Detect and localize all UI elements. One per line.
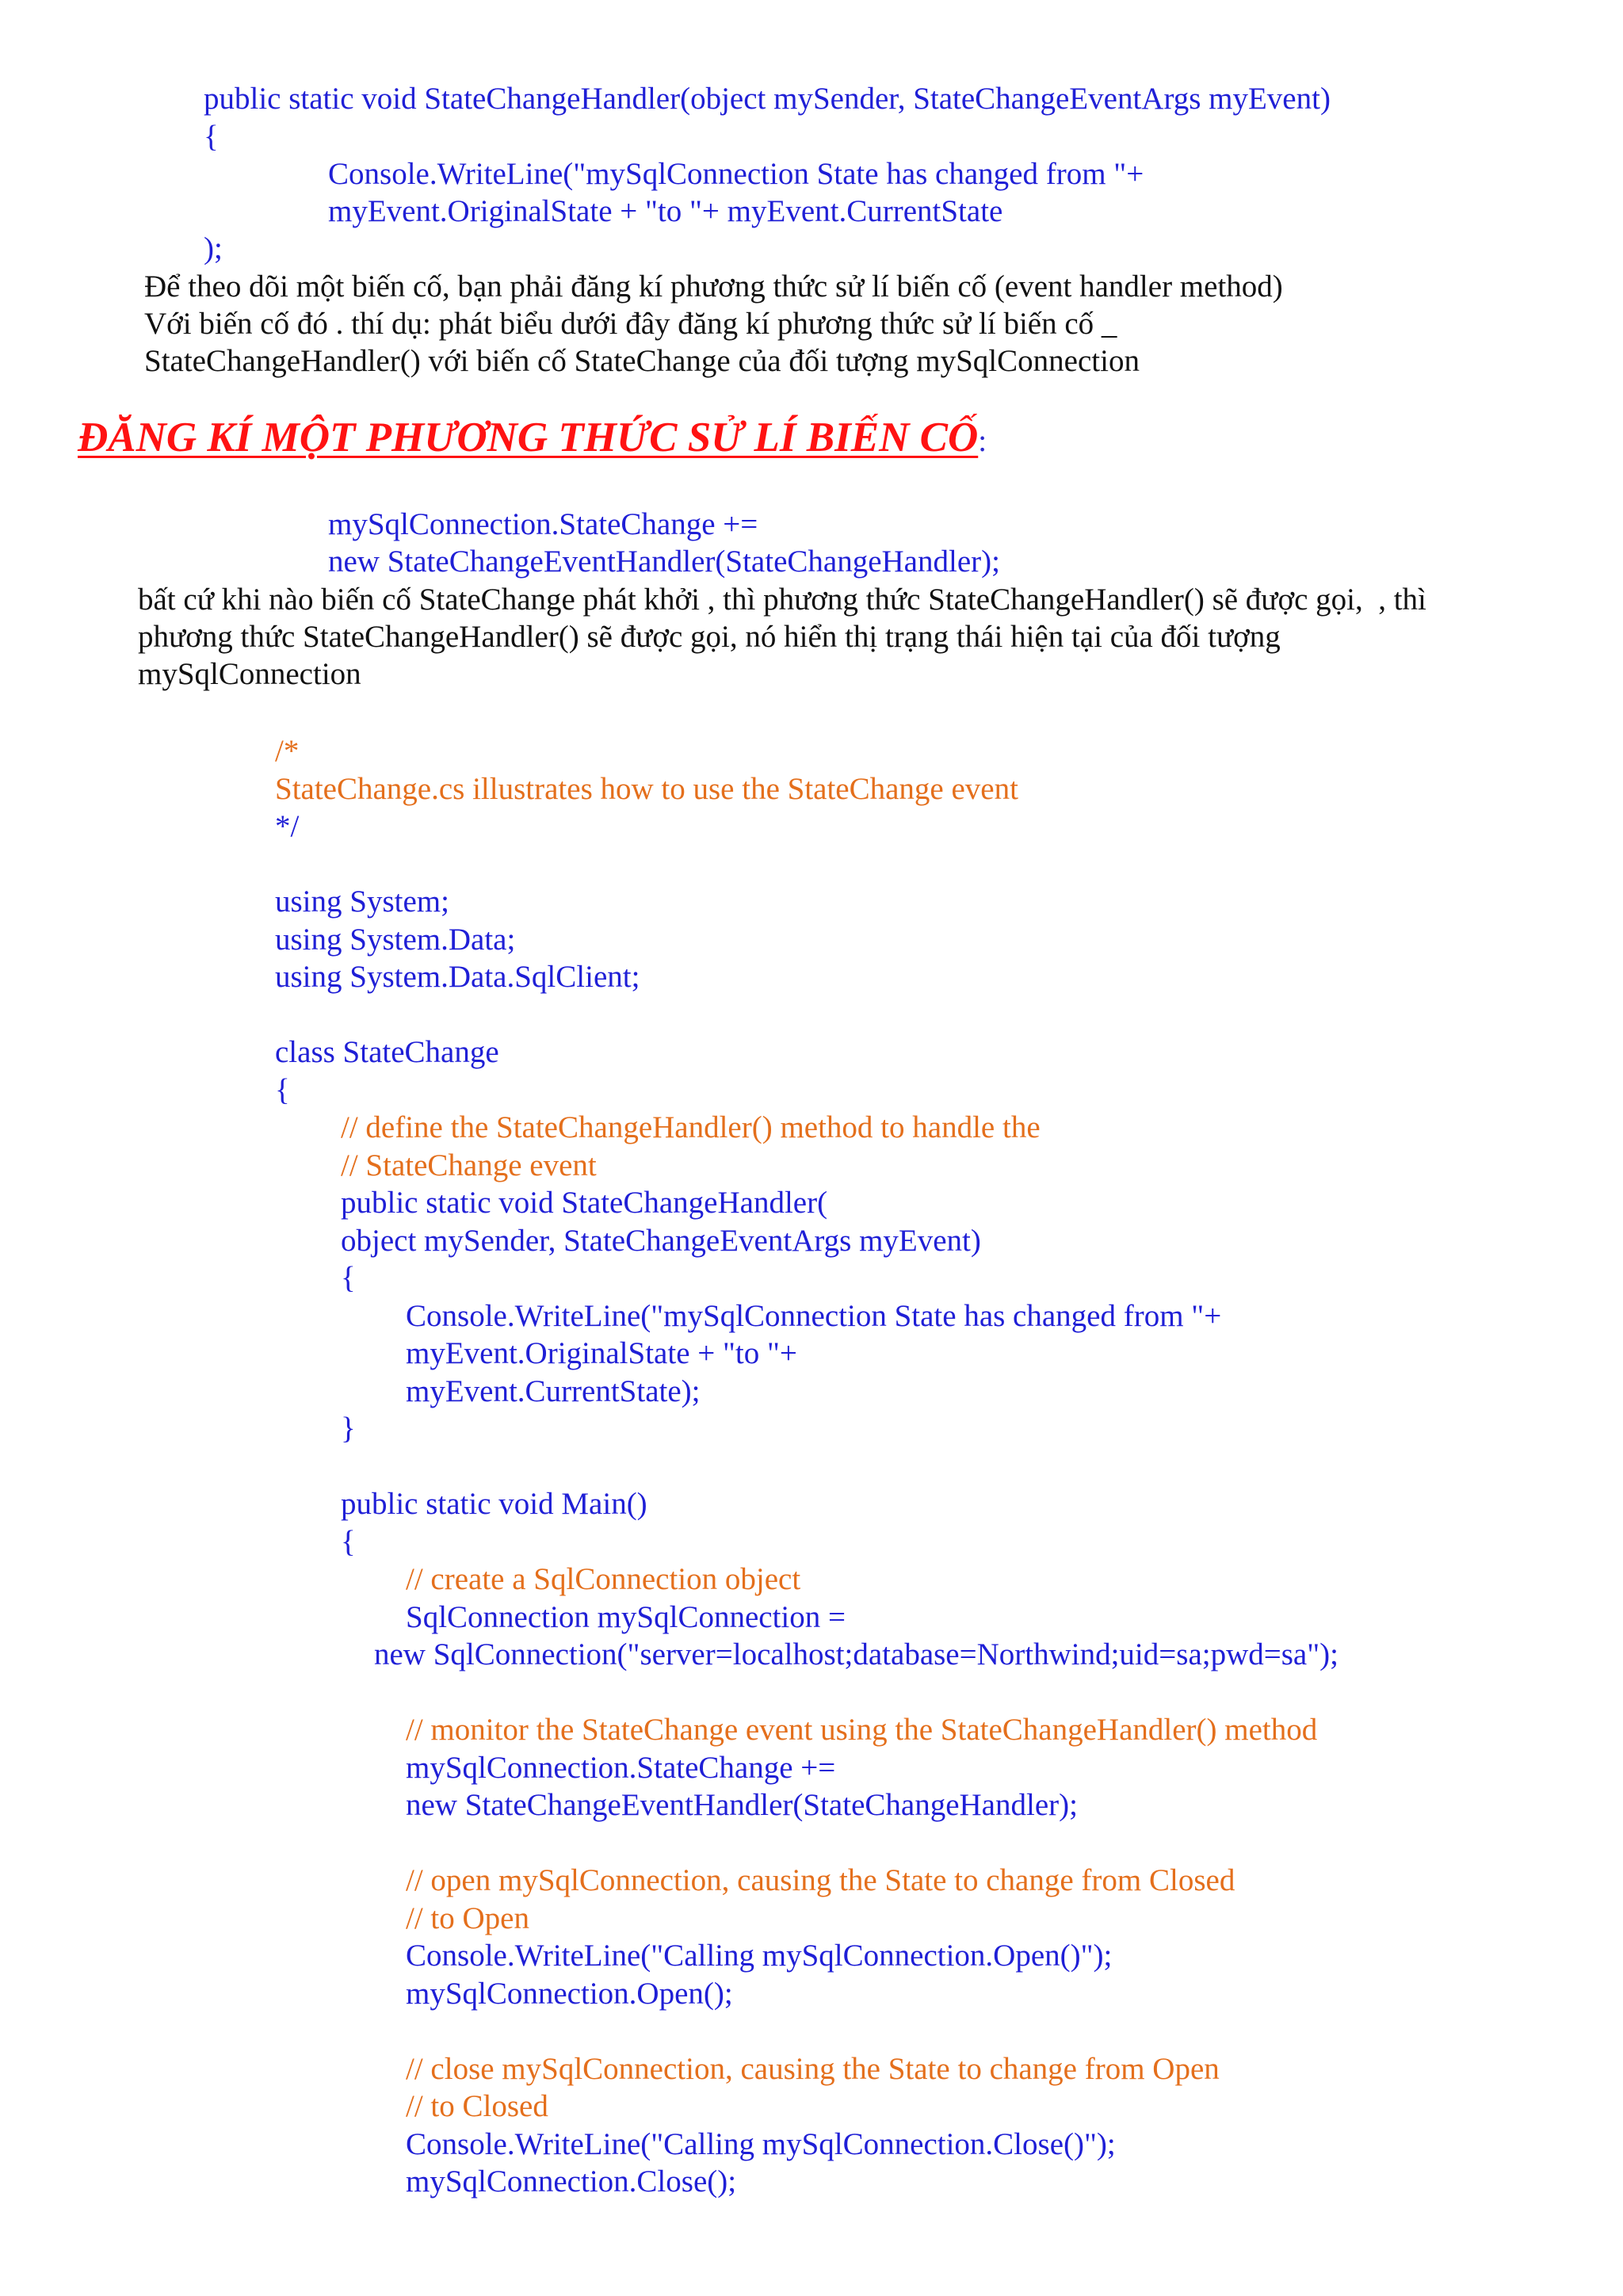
intro-paragraph-line-1: Để theo dõi một biến cố, bạn phải đăng kí phương thức sử lí biến cố (event handler method) xyxy=(144,269,1283,304)
section-heading-colon: : xyxy=(978,424,987,458)
listing-comment-line: // create a SqlConnection object xyxy=(406,1562,801,1596)
listing-comment-line: // monitor the StateChange event using the StateChangeHandler() method xyxy=(406,1713,1318,1747)
register-snippet-line-2: new StateChangeEventHandler(StateChangeHandler); xyxy=(328,544,1000,579)
explain-paragraph-line-2: phương thức StateChangeHandler() sẽ được gọi, nó hiển thị trạng thái hiện tại của đối tượng xyxy=(138,620,1281,654)
snippet-open-brace: { xyxy=(204,120,219,154)
listing-code-line: Console.WriteLine("mySqlConnection State has changed from "+ xyxy=(406,1299,1222,1333)
listing-comment-line: StateChange.cs illustrates how to use the StateChange event xyxy=(275,772,1018,806)
listing-code-line: mySqlConnection.StateChange += xyxy=(406,1751,836,1785)
listing-code-line: using System; xyxy=(275,884,449,919)
register-snippet-line-1: mySqlConnection.StateChange += xyxy=(328,507,758,541)
section-heading xyxy=(78,412,987,467)
section-heading-text: ĐĂNG KÍ MỘT PHƯƠNG THỨC SỬ LÍ BIẾN CỐ xyxy=(78,415,979,460)
listing-comment-line: /* xyxy=(275,734,300,768)
intro-paragraph-line-3: StateChangeHandler() với biến cố StateChange của đối tượng mySqlConnection xyxy=(144,344,1140,378)
listing-code-line: public static void Main() xyxy=(341,1487,647,1521)
listing-code-line: } xyxy=(341,1412,356,1446)
listing-code-line: new SqlConnection("server=localhost;database=Northwind;uid=sa;pwd=sa"); xyxy=(374,1637,1338,1671)
listing-comment-line: // StateChange event xyxy=(341,1148,597,1182)
listing-comment-line: // to Open xyxy=(406,1901,529,1935)
listing-code-line: { xyxy=(341,1261,356,1295)
snippet-signature-line: public static void StateChangeHandler(object mySender, StateChangeEventArgs myEvent) xyxy=(204,82,1331,116)
listing-code-line: mySqlConnection.Close(); xyxy=(406,2164,737,2199)
listing-code-line: Console.WriteLine("Calling mySqlConnection.Open()"); xyxy=(406,1939,1113,1973)
listing-code-line: Console.WriteLine("Calling mySqlConnection.Close()"); xyxy=(406,2127,1116,2161)
listing-code-line: { xyxy=(341,1525,356,1559)
listing-code-line: class StateChange xyxy=(275,1035,499,1069)
listing-code-line: SqlConnection mySqlConnection = xyxy=(406,1600,846,1634)
snippet-state-line: myEvent.OriginalState + "to "+ myEvent.CurrentState xyxy=(328,194,1003,228)
listing-comment-line: // define the StateChangeHandler() method to handle the xyxy=(341,1110,1041,1144)
listing-code-line: object mySender, StateChangeEventArgs myEvent) xyxy=(341,1224,981,1258)
explain-paragraph-line-3: mySqlConnection xyxy=(138,657,361,691)
listing-code-line: using System.Data; xyxy=(275,923,516,957)
explain-paragraph-line-1: bất cứ khi nào biến cố StateChange phát khởi , thì phương thức StateChangeHandler() sẽ được gọi, , thì xyxy=(138,583,1426,617)
listing-code-line: new StateChangeEventHandler(StateChangeHandler); xyxy=(406,1788,1078,1822)
listing-code-line: using System.Data.SqlClient; xyxy=(275,960,640,994)
listing-code-line: */ xyxy=(275,809,300,843)
listing-comment-line: // to Closed xyxy=(406,2089,548,2123)
listing-code-line: { xyxy=(275,1073,290,1107)
listing-code-line: myEvent.CurrentState); xyxy=(406,1374,701,1408)
listing-comment-line: // close mySqlConnection, causing the State to change from Open xyxy=(406,2052,1220,2086)
intro-paragraph-line-2: Với biến cố đó . thí dụ: phát biểu dưới đây đăng kí phương thức sử lí biến cố _ xyxy=(144,307,1117,341)
snippet-writeline-line: Console.WriteLine("mySqlConnection State has changed from "+ xyxy=(328,157,1144,191)
listing-code-line: mySqlConnection.Open(); xyxy=(406,1977,733,2011)
listing-code-line: myEvent.OriginalState + "to "+ xyxy=(406,1336,797,1370)
listing-code-line: public static void StateChangeHandler( xyxy=(341,1186,828,1220)
snippet-close-line: ); xyxy=(204,231,223,266)
listing-comment-line: // open mySqlConnection, causing the State to change from Closed xyxy=(406,1863,1235,1897)
